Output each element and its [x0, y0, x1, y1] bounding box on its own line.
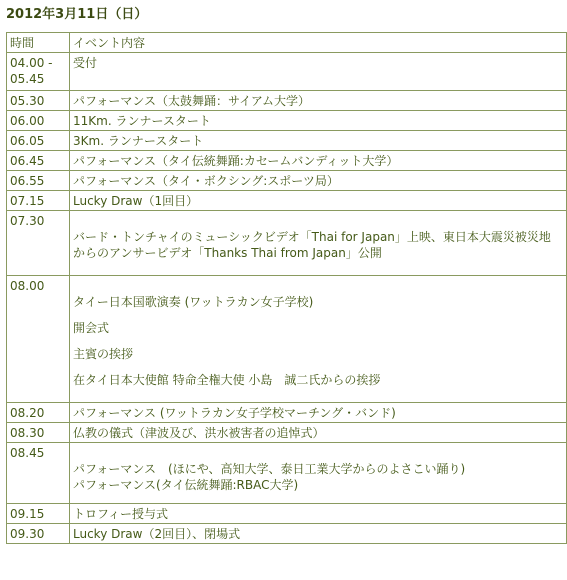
table-header-row	[7, 33, 567, 53]
table-row	[7, 111, 567, 131]
table-row	[7, 423, 567, 443]
event-text: Lucky Draw（1回目）	[73, 194, 199, 208]
event-cell	[70, 53, 567, 91]
event-text: 主賓の挨拶	[73, 347, 134, 361]
time-cell: 07.30	[7, 211, 70, 276]
event-text: 11Km. ランナースタート	[73, 114, 211, 128]
table-row	[7, 91, 567, 111]
event-cell	[70, 423, 567, 443]
table-row	[7, 524, 567, 544]
event-cell	[70, 524, 567, 544]
event-cell	[70, 191, 567, 211]
event-cell	[70, 111, 567, 131]
time-cell: 06.55	[7, 171, 70, 191]
table-row	[7, 403, 567, 423]
table-row	[7, 443, 567, 504]
time-cell: 09.30	[7, 524, 70, 544]
time-cell: 06.45	[7, 151, 70, 171]
event-cell	[70, 151, 567, 171]
schedule-table	[6, 32, 567, 544]
header-time: 時間	[7, 33, 70, 53]
table-row	[7, 171, 567, 191]
event-cell	[70, 276, 567, 403]
event-text: 開会式	[73, 321, 110, 335]
event-cell	[70, 403, 567, 423]
event-text: パフォーマンス（タイ伝統舞踊:カセームバンディット大学）	[73, 154, 399, 168]
table-row	[7, 53, 567, 91]
header-event: イベント内容	[70, 33, 567, 53]
date-heading: 2012年3月11日（日）	[6, 7, 148, 22]
table-row	[7, 276, 567, 403]
table-row	[7, 211, 567, 276]
time-cell: 09.15	[7, 504, 70, 524]
event-text: パフォーマンス (ほにや、高知大学、泰日工業大学からのよさこい踊り)	[73, 462, 466, 476]
event-text: パフォーマンス（太鼓舞踊：サイアム大学）	[73, 94, 311, 108]
event-text: バード・トンチャイのミューシックビデオ「Thai for Japan」上映、東日本大震災被災地からのアンサービデオ「Thanks Thai from Japan」公開	[73, 230, 551, 260]
table-row	[7, 191, 567, 211]
event-text: 在タイ日本大使館 特命全権大使 小島 誠二氏からの挨拶	[73, 373, 381, 387]
event-text: Lucky Draw（2回目）、閉場式	[73, 527, 241, 541]
time-cell: 06.05	[7, 131, 70, 151]
time-cell: 08.20	[7, 403, 70, 423]
event-text: パフォーマンス(タイ伝統舞踊:RBAC大学)	[73, 478, 299, 492]
time-cell: 04.00 - 05.45	[7, 53, 70, 91]
time-cell: 08.30	[7, 423, 70, 443]
event-text: タイー日本国歌演奏 (ワットラカン女子学校)	[73, 295, 314, 309]
event-text: パフォーマンス（タイ・ボクシング:スポーツ局）	[73, 174, 339, 188]
time-cell: 05.30	[7, 91, 70, 111]
event-text: パフォーマンス (ワットラカン女子学校マーチング・バンド)	[73, 406, 396, 420]
event-cell	[70, 211, 567, 276]
event-cell	[70, 131, 567, 151]
table-row	[7, 151, 567, 171]
time-cell: 08.45	[7, 443, 70, 504]
event-text: 受付	[73, 56, 98, 70]
event-cell	[70, 443, 567, 504]
time-cell: 08.00	[7, 276, 70, 403]
event-text: 仏教の儀式（津波及び、洪水被害者の追悼式）	[73, 426, 325, 440]
table-row	[7, 131, 567, 151]
time-cell: 07.15	[7, 191, 70, 211]
event-text: 3Km. ランナースタート	[73, 134, 204, 148]
event-cell	[70, 504, 567, 524]
event-text: トロフィー授与式	[73, 507, 169, 521]
event-cell	[70, 91, 567, 111]
event-cell	[70, 171, 567, 191]
table-row	[7, 504, 567, 524]
time-cell: 06.00	[7, 111, 70, 131]
